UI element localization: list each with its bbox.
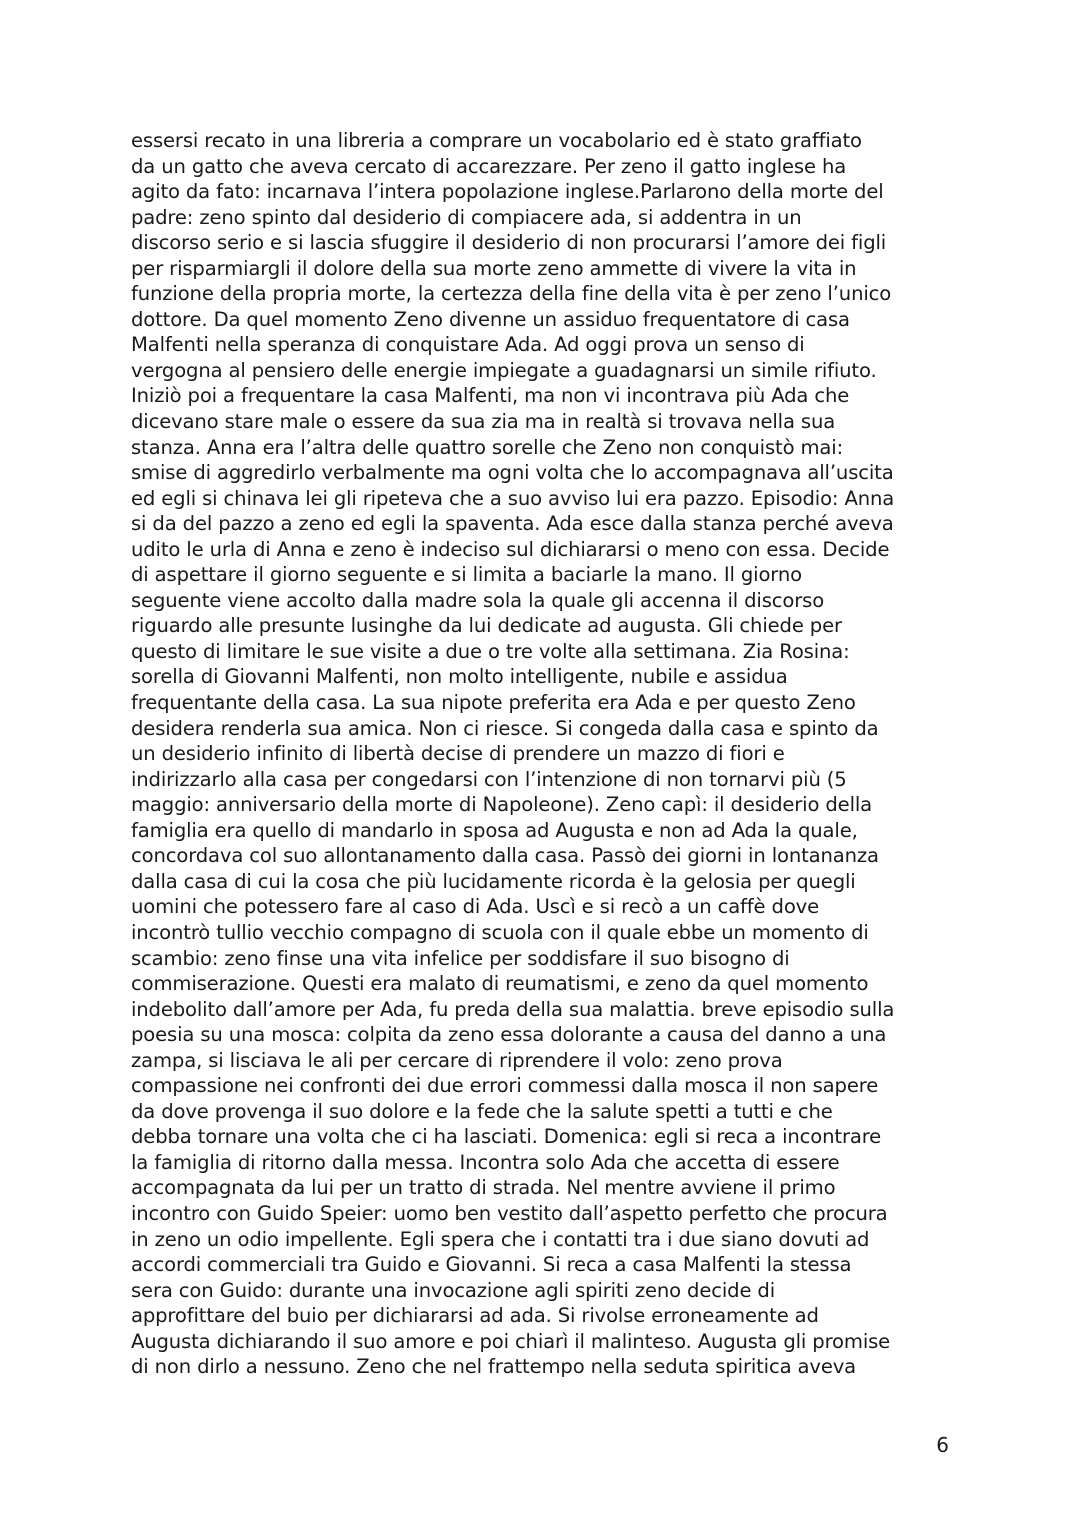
text-line: la famiglia di ritorno dalla messa. Incontra solo Ada che accetta di essere	[131, 1150, 840, 1174]
text-line: per risparmiargli il dolore della sua morte zeno ammette di vivere la vita in	[131, 256, 857, 280]
text-line: smise di aggredirlo verbalmente ma ogni volta che lo accompagnava all’uscita	[131, 461, 894, 485]
text-line: udito le urla di Anna e zeno è indeciso sul dichiararsi o meno con essa. Decide	[131, 537, 890, 561]
text-line: approfittare del buio per dichiararsi ad ada. Si rivolse erroneamente ad	[131, 1304, 819, 1328]
text-line: indebolito dall’amore per Ada, fu preda della sua malattia. breve episodio sulla	[131, 997, 895, 1021]
text-line: questo di limitare le sue visite a due o tre volte alla settimana. Zia Rosina:	[131, 639, 850, 663]
text-line: poesia su una mosca: colpita da zeno essa dolorante a causa del danno a una	[131, 1023, 887, 1047]
text-line: concordava col suo allontanamento dalla casa. Passò dei giorni in lontananza	[131, 844, 879, 868]
text-line: vergogna al pensiero delle energie impiegate a guadagnarsi un simile rifiuto.	[131, 358, 877, 382]
text-line: uomini che potessero fare al caso di Ada. Uscì e si recò a un caffè dove	[131, 895, 820, 919]
text-line: funzione della propria morte, la certezza della fine della vita è per zeno l’unico	[131, 282, 892, 306]
text-line: si da del pazzo a zeno ed egli la spaventa. Ada esce dalla stanza perché aveva	[131, 512, 894, 536]
text-line: sorella di Giovanni Malfenti, non molto intelligente, nubile e assidua	[131, 665, 788, 689]
text-line: dicevano stare male o essere da sua zia ma in realtà si trovava nella sua	[131, 410, 836, 434]
text-line: ed egli si chinava lei gli ripeteva che a suo avviso lui era pazzo. Episodio: Anna	[131, 486, 895, 510]
text-line: stanza. Anna era l’altra delle quattro sorelle che Zeno non conquistò mai:	[131, 435, 844, 459]
text-line: in zeno un odio impellente. Egli spera che i contatti tra i due siano dovuti ad	[131, 1227, 870, 1251]
body-text	[131, 128, 961, 1380]
text-line: agito da fato: incarnava l’intera popolazione inglese.Parlarono della morte del	[131, 180, 884, 204]
text-line: Iniziò poi a frequentare la casa Malfenti, ma non vi incontrava più Ada che	[131, 384, 850, 408]
text-line: da dove provenga il suo dolore e la fede che la salute spetti a tutti e che	[131, 1099, 833, 1123]
text-line: seguente viene accolto dalla madre sola la quale gli accenna il discorso	[131, 588, 825, 612]
text-line: desidera renderla sua amica. Non ci riesce. Si congeda dalla casa e spinto da	[131, 716, 879, 740]
text-line: essersi recato in una libreria a comprare un vocabolario ed è stato graffiato	[131, 129, 862, 152]
text-line: da un gatto che aveva cercato di accarezzare. Per zeno il gatto inglese ha	[131, 154, 847, 178]
text-line: frequentante della casa. La sua nipote preferita era Ada e per questo Zeno	[131, 691, 856, 715]
text-line: accordi commerciali tra Guido e Giovanni. Si reca a casa Malfenti la stessa	[131, 1253, 852, 1277]
text-line: dottore. Da quel momento Zeno divenne un assiduo frequentatore di casa	[131, 307, 850, 331]
text-line: accompagnata da lui per un tratto di strada. Nel mentre avviene il primo	[131, 1176, 836, 1200]
text-line: riguardo alle presunte lusinghe da lui dedicate ad augusta. Gli chiede per	[131, 614, 842, 638]
text-line: zampa, si lisciava le ali per cercare di riprendere il volo: zeno prova	[131, 1048, 783, 1072]
text-line: debba tornare una volta che ci ha lasciati. Domenica: egli si reca a incontrare	[131, 1125, 882, 1149]
text-line: discorso serio e si lascia sfuggire il desiderio di non procurarsi l’amore dei figli	[131, 231, 887, 255]
text-line: dalla casa di cui la cosa che più lucidamente ricorda è la gelosia per quegli	[131, 869, 856, 893]
text-line: sera con Guido: durante una invocazione agli spiriti zeno decide di	[131, 1278, 776, 1302]
text-line: commiserazione. Questi era malato di reumatismi, e zeno da quel momento	[131, 972, 869, 996]
text-line: incontrò tullio vecchio compagno di scuola con il quale ebbe un momento di	[131, 920, 869, 944]
text-line: di non dirlo a nessuno. Zeno che nel frattempo nella seduta spiritica aveva	[131, 1355, 857, 1379]
text-line: di aspettare il giorno seguente e si limita a baciarle la mano. Il giorno	[131, 563, 802, 587]
text-line: Augusta dichiarando il suo amore e poi chiarì il malinteso. Augusta gli promise	[131, 1329, 891, 1353]
text-line: indirizzarlo alla casa per congedarsi con l’intenzione di non tornarvi più (5	[131, 767, 847, 791]
text-line: padre: zeno spinto dal desiderio di compiacere ada, si addentra in un	[131, 205, 802, 229]
text-line: scambio: zeno finse una vita infelice per soddisfare il suo bisogno di	[131, 946, 790, 970]
text-line: Malfenti nella speranza di conquistare Ada. Ad oggi prova un senso di	[131, 333, 805, 357]
text-line: maggio: anniversario della morte di Napoleone). Zeno capì: il desiderio della	[131, 793, 873, 817]
page-number: 6	[936, 1433, 949, 1457]
text-line: famiglia era quello di mandarlo in sposa ad Augusta e non ad Ada la quale,	[131, 818, 858, 842]
text-line: compassione nei confronti dei due errori commessi dalla mosca il non sapere	[131, 1074, 879, 1098]
text-line: un desiderio infinito di libertà decise di prendere un mazzo di fiori e	[131, 742, 785, 766]
text-line: incontro con Guido Speier: uomo ben vestito dall’aspetto perfetto che procura	[131, 1201, 888, 1225]
